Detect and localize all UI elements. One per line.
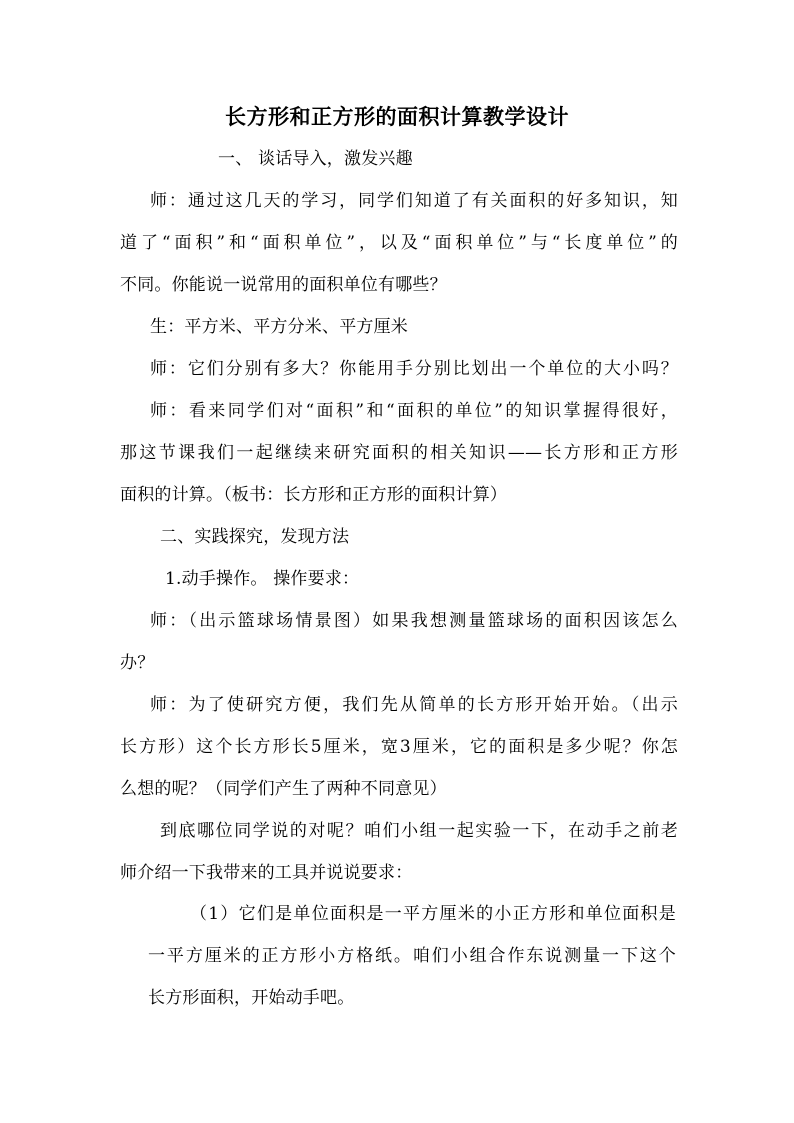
paragraph-4-line-3: 面积的计算。（板书：长方形和正方形的面积计算） <box>120 485 508 505</box>
paragraph-8-line-1: （1）它们是单位面积是一平方厘米的小正方形和单位面积是 <box>190 904 676 924</box>
paragraph-1-line-1: 师：通过这几天的学习，同学们知道了有关面积的好多知识，知 <box>150 191 678 211</box>
paragraph-5-line-2: 办？ <box>120 653 155 673</box>
paragraph-1-line-2: 道了“面积”和“面积单位”，以及“面积单位”与“长度单位”的 <box>120 233 678 253</box>
paragraph-8-line-3: 长方形面积，开始动手吧。 <box>148 988 355 1008</box>
subsection-1: 1.动手操作。 操作要求： <box>165 569 360 589</box>
paragraph-7-line-2: 师介绍一下我带来的工具并说说要求： <box>120 863 413 883</box>
paragraph-1-line-3: 不同。你能说一说常用的面积单位有哪些？ <box>120 275 447 295</box>
paragraph-6-line-3: 么想的呢？（同学们产生了两种不同意见） <box>120 779 447 799</box>
paragraph-6-line-2: 长方形）这个长方形长5厘米，宽3厘米，它的面积是多少呢？你怎 <box>120 737 678 757</box>
section-heading-1: 一、 谈话导入，激发兴趣 <box>218 149 413 169</box>
paragraph-8-line-2: 一平方厘米的正方形小方格纸。咱们小组合作东说测量一下这个 <box>148 946 676 966</box>
paragraph-7-line-1: 到底哪位同学说的对呢？咱们小组一起实验一下，在动手之前老 <box>160 821 678 841</box>
paragraph-3: 师：它们分别有多大？你能用手分别比划出一个单位的大小吗？ <box>150 359 678 379</box>
document-title: 长方形和正方形的面积计算教学设计 <box>225 104 569 129</box>
section-heading-2: 二、实践探究，发现方法 <box>160 527 350 547</box>
paragraph-5-line-1: 师：（出示篮球场情景图）如果我想测量篮球场的面积因该怎么 <box>150 611 678 631</box>
paragraph-4-line-1: 师：看来同学们对“面积”和“面积的单位”的知识掌握得很好， <box>150 401 678 421</box>
paragraph-6-line-1: 师：为了使研究方便，我们先从简单的长方形开始开始。（出示 <box>150 695 678 715</box>
paragraph-4-line-2: 那这节课我们一起继续来研究面积的相关知识——长方形和正方形 <box>120 443 678 463</box>
paragraph-2: 生：平方米、平方分米、平方厘米 <box>150 317 408 337</box>
